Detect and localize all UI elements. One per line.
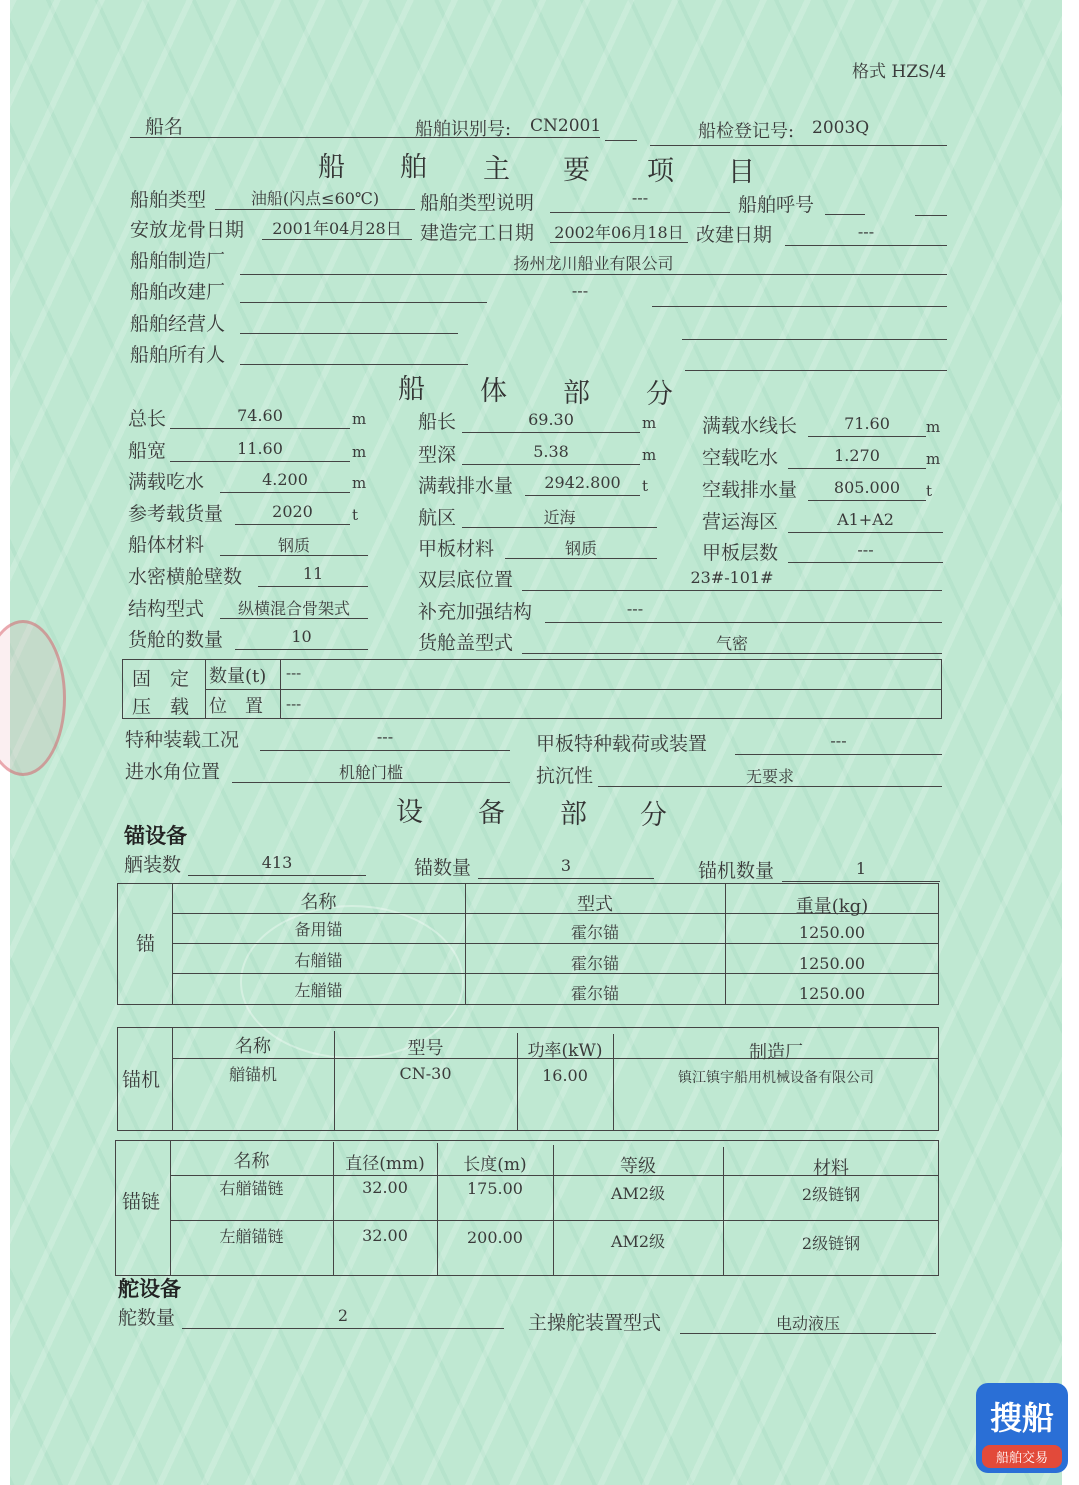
hull-material-label: 船体材料 [128,534,205,556]
ballast-qty-value: --- [286,664,302,682]
ballast-pos-value: --- [286,695,302,713]
ship-type-value: 油船(闪点≤60℃) [250,189,380,208]
light-disp-value: 805.000 [833,478,901,497]
anchor-header-name: 名称 [300,892,337,913]
lbp-value: 69.30 [528,410,574,429]
builder-value: 扬州龙川船业有限公司 [513,254,674,273]
windlass-header-maker: 制造厂 [749,1042,803,1063]
form-code: 格式 HZS/4 [852,62,947,82]
hatch-value: 气密 [715,634,748,653]
ballast-pos-label: 位 置 [209,696,263,717]
hull-material-value: 钢质 [277,536,310,555]
deck-count-label: 甲板层数 [702,542,779,564]
completion-date-label: 建造完工日期 [420,222,535,244]
outfit-number-value: 413 [261,853,293,872]
operator-label: 船舶经营人 [130,313,226,335]
chain-row-label: 锚链 [122,1191,161,1213]
chain-header-diameter: 直径(mm) [345,1154,425,1174]
rebuild-date-label: 改建日期 [696,224,773,246]
reg-no-value: 2003Q [812,118,870,138]
double-bottom-value: 23#-101# [690,568,774,587]
rebuilder-value: --- [571,281,589,300]
reinforce-label: 补充加强结构 [418,601,533,623]
anchor-header-weight: 重量(kg) [795,896,869,917]
cargo-value: 2020 [272,502,313,521]
windlass-count-value: 1 [855,859,867,878]
certificate-sheet: 格式 HZS/4 船名 船舶识别号: CN2001 船检登记号: 2003Q 船 舶 主 要 项 目 船舶类型 油船(闪点≤60℃) 船舶类型说明 --- 船舶呼号 安放龙骨日期 2001年04月28日 建造完工日期 2002年06月18日 改建日期 --- 船舶制造厂 扬州龙川船业有限公司 船舶改建厂 --- 船舶经营人 船舶所有人 船 体 部 分 总长 74.60 m 船长 69.30 m 满载水线长 71.60 m 船宽 11.60 m 型深 5.38 m 空载吃水 1.270 m 满载吃水 4.200 m 满载排水量 2942.800 t 空载排水量 805.000 t 参考载货量 2020 t 航区 近海 营运海区 A1+A2 船体材料 钢质 甲板材料 钢质 甲板层数 --- 水密横舱壁数 11 双层底位置 23#-101# 结构型式 纵横混合骨架式 补充加强结构 --- 货舱的数量 10 货舱盖型式 气密 固 定 压 载 数量(t) --- 位 置 --- 特种装载工况 --- 甲板特种载荷或装置 --- 进水角位置 机舱门槛 抗沉性 无要求 设 备 部 分 锚设备 舾装数 413 锚数量 3 锚机数量 1 锚 名称 型式 重量(kg) 备用锚 霍尔锚 1250.00 右艏锚 霍尔锚 1250.00 左艏锚 霍尔锚 1250.00 锚机 名称 型号 功率(kW) 制造厂 艏锚机 CN-30 16.00 镇江镇宇船用机械设备有限公司 锚链 名称 直径(mm) 长度(m) 等级 材料 右艏锚链 32.00 175.00 AM2级 2级链钢 左艏锚链 32.00 200.00 AM2级 2级链钢 舵设备 舵数量 2 主操舵装置型式 电动液压 [10,0,1062,1485]
full-draft-value: 4.200 [262,470,308,489]
steering-gear-label: 主操舵装置型式 [528,1312,662,1334]
ship-id-label: 船舶识别号: [415,119,512,140]
structure-label: 结构型式 [128,598,205,620]
breadth-value: 11.60 [237,439,283,458]
rudder-count-label: 舵数量 [118,1307,176,1329]
keel-date-label: 安放龙骨日期 [130,219,245,241]
type-desc-value: --- [631,188,649,207]
call-sign-label: 船舶呼号 [738,194,815,216]
chain-header-grade: 等级 [620,1156,656,1177]
anchor-row-label: 锚 [136,933,156,955]
hold-count-label: 货舱的数量 [128,629,224,651]
ship-id-value: CN2001 [530,116,602,136]
chain-header-length: 长度(m) [463,1155,527,1175]
chain-header-material: 材料 [813,1158,849,1179]
ballast-label-fixed: 固 定 [132,668,190,690]
reg-no-label: 船检登记号: [698,121,795,142]
full-draft-label: 满载吃水 [128,471,205,493]
deck-material-label: 甲板材料 [418,538,495,560]
depth-value: 5.38 [533,442,569,461]
deck-load-label: 甲板特种载荷或装置 [536,733,708,755]
anchor-header-type: 型式 [577,894,613,915]
structure-value: 纵横混合骨架式 [237,599,350,618]
souchuan-logo[interactable]: 搜船 船舶交易 [976,1383,1068,1473]
lwl-label: 满载水线长 [702,415,798,437]
flood-angle-value: 机舱门槛 [338,763,403,782]
cargo-label: 参考载货量 [128,503,224,525]
loa-label: 总长 [128,408,167,430]
op-area-value: A1+A2 [837,510,894,529]
ship-type-label: 船舶类型 [130,189,207,211]
nav-area-value: 近海 [543,508,576,527]
windlass-header-model: 型号 [407,1038,444,1059]
steering-gear-value: 电动液压 [775,1314,840,1333]
completion-date-value: 2002年06月18日 [554,223,684,242]
type-desc-label: 船舶类型说明 [420,192,535,214]
lwl-value: 71.60 [844,414,890,433]
nav-area-label: 航区 [418,507,457,529]
full-disp-value: 2942.800 [544,473,621,492]
loa-value: 74.60 [237,406,283,425]
windlass-header-power: 功率(kW) [527,1041,603,1061]
double-bottom-label: 双层底位置 [418,569,514,591]
windlass-row-label: 锚机 [122,1069,161,1091]
keel-date-value: 2001年04月28日 [272,219,402,238]
rudder-count-value: 2 [337,1306,349,1325]
special-loading-label: 特种装载工况 [125,729,240,751]
light-draft-value: 1.270 [834,446,880,465]
bulkhead-value: 11 [302,564,324,583]
deck-material-value: 钢质 [564,539,597,558]
subdivision-value: 无要求 [745,767,794,786]
bulkhead-label: 水密横舱壁数 [128,566,243,588]
light-disp-label: 空载排水量 [702,479,798,501]
depth-label: 型深 [418,444,457,466]
anchor-count-label: 锚数量 [414,857,472,879]
windlass-count-label: 锚机数量 [698,860,775,882]
hatch-label: 货舱盖型式 [418,632,514,654]
lbp-label: 船长 [418,411,457,433]
deck-count-value: --- [857,540,874,559]
ship-name-label: 船名 [145,116,184,138]
full-disp-label: 满载排水量 [418,475,514,497]
ballast-label-ballast: 压 载 [132,696,190,718]
owner-label: 船舶所有人 [130,344,226,366]
anchor-count-value: 3 [560,856,572,875]
reinforce-value: --- [626,599,644,618]
outfit-number-label: 舾装数 [124,854,182,876]
special-loading-value: --- [376,727,394,746]
chain-header-name: 名称 [233,1151,270,1172]
deck-load-value: --- [830,731,847,750]
builder-label: 船舶制造厂 [130,250,226,272]
hold-count-value: 10 [291,627,312,646]
subdivision-label: 抗沉性 [536,765,594,787]
flood-angle-label: 进水角位置 [125,761,221,783]
ballast-qty-label: 数量(t) [209,666,267,687]
red-seal-stamp [0,620,66,776]
anchor-equipment-title: 锚设备 [124,824,187,848]
rebuilder-label: 船舶改建厂 [130,281,226,303]
op-area-label: 营运海区 [702,511,779,533]
windlass-header-name: 名称 [235,1036,271,1057]
rebuild-date-value: --- [857,222,875,241]
light-draft-label: 空载吃水 [702,447,779,469]
breadth-label: 船宽 [128,440,167,462]
rudder-equipment-title: 舵设备 [118,1277,181,1301]
